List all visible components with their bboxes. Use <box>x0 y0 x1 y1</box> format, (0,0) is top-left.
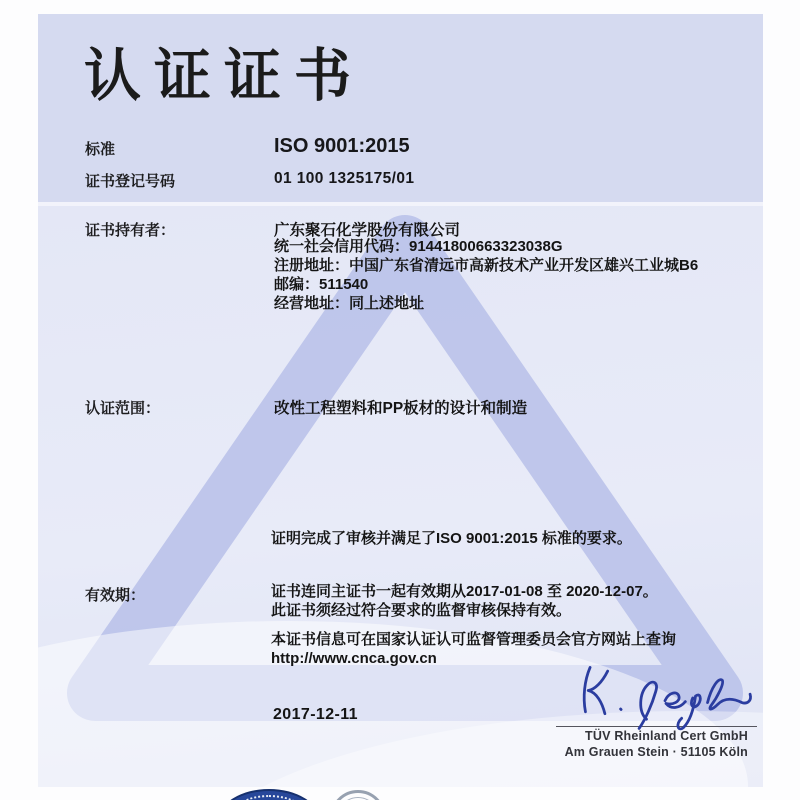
verification-info-line: 本证书信息可在国家认证认可监督管理委员会官方网站上查询 <box>271 631 677 648</box>
registration-number-label: 证书登记号码 <box>85 173 176 190</box>
issuer-address: Am Grauen Stein · 51105 Köln <box>564 744 748 759</box>
circular-accreditation-logo <box>330 790 386 800</box>
registration-number-value: 01 100 1325175/01 <box>274 170 415 187</box>
issuer-company: TÜV Rheinland Cert GmbH <box>585 729 748 743</box>
holder-label: 证书持有者： <box>85 222 176 239</box>
validity-surveillance-line: 此证书须经过符合要求的监督审核保持有效。 <box>271 602 572 619</box>
holder-postal-code: 邮编：511540 <box>274 276 369 293</box>
holder-credit-code: 统一社会信用代码：91441800663323038G <box>274 238 563 255</box>
issue-date: 2017-12-11 <box>273 706 358 723</box>
cnca-url: http://www.cnca.gov.cn <box>271 650 437 667</box>
validity-period-line: 证书连同主证书一起有效期从2017-01-08 至 2020-12-07。 <box>271 583 658 600</box>
standard-label: 标准 <box>85 141 116 158</box>
scope-label: 认证范围： <box>85 400 161 417</box>
oval-certification-network-logo <box>218 789 320 800</box>
scope-value: 改性工程塑料和PP板材的设计和制造 <box>274 400 528 417</box>
holder-company-name: 广东聚石化学股份有限公司 <box>274 222 461 239</box>
oval-logo-text-arc <box>227 795 311 800</box>
certificate-title: 认证证书 <box>84 44 364 108</box>
issuer-block <box>565 729 748 760</box>
audit-statement: 证明完成了审核并满足了ISO 9001:2015 标准的要求。 <box>271 530 632 547</box>
standard-value: ISO 9001:2015 <box>274 135 410 157</box>
holder-operating-address: 经营地址：同上述地址 <box>274 295 425 312</box>
validity-label: 有效期： <box>85 587 146 604</box>
holder-registered-address: 注册地址：中国广东省清远市高新技术产业开发区雄兴工业城B6 <box>274 257 699 274</box>
handwritten-signature <box>567 660 763 734</box>
